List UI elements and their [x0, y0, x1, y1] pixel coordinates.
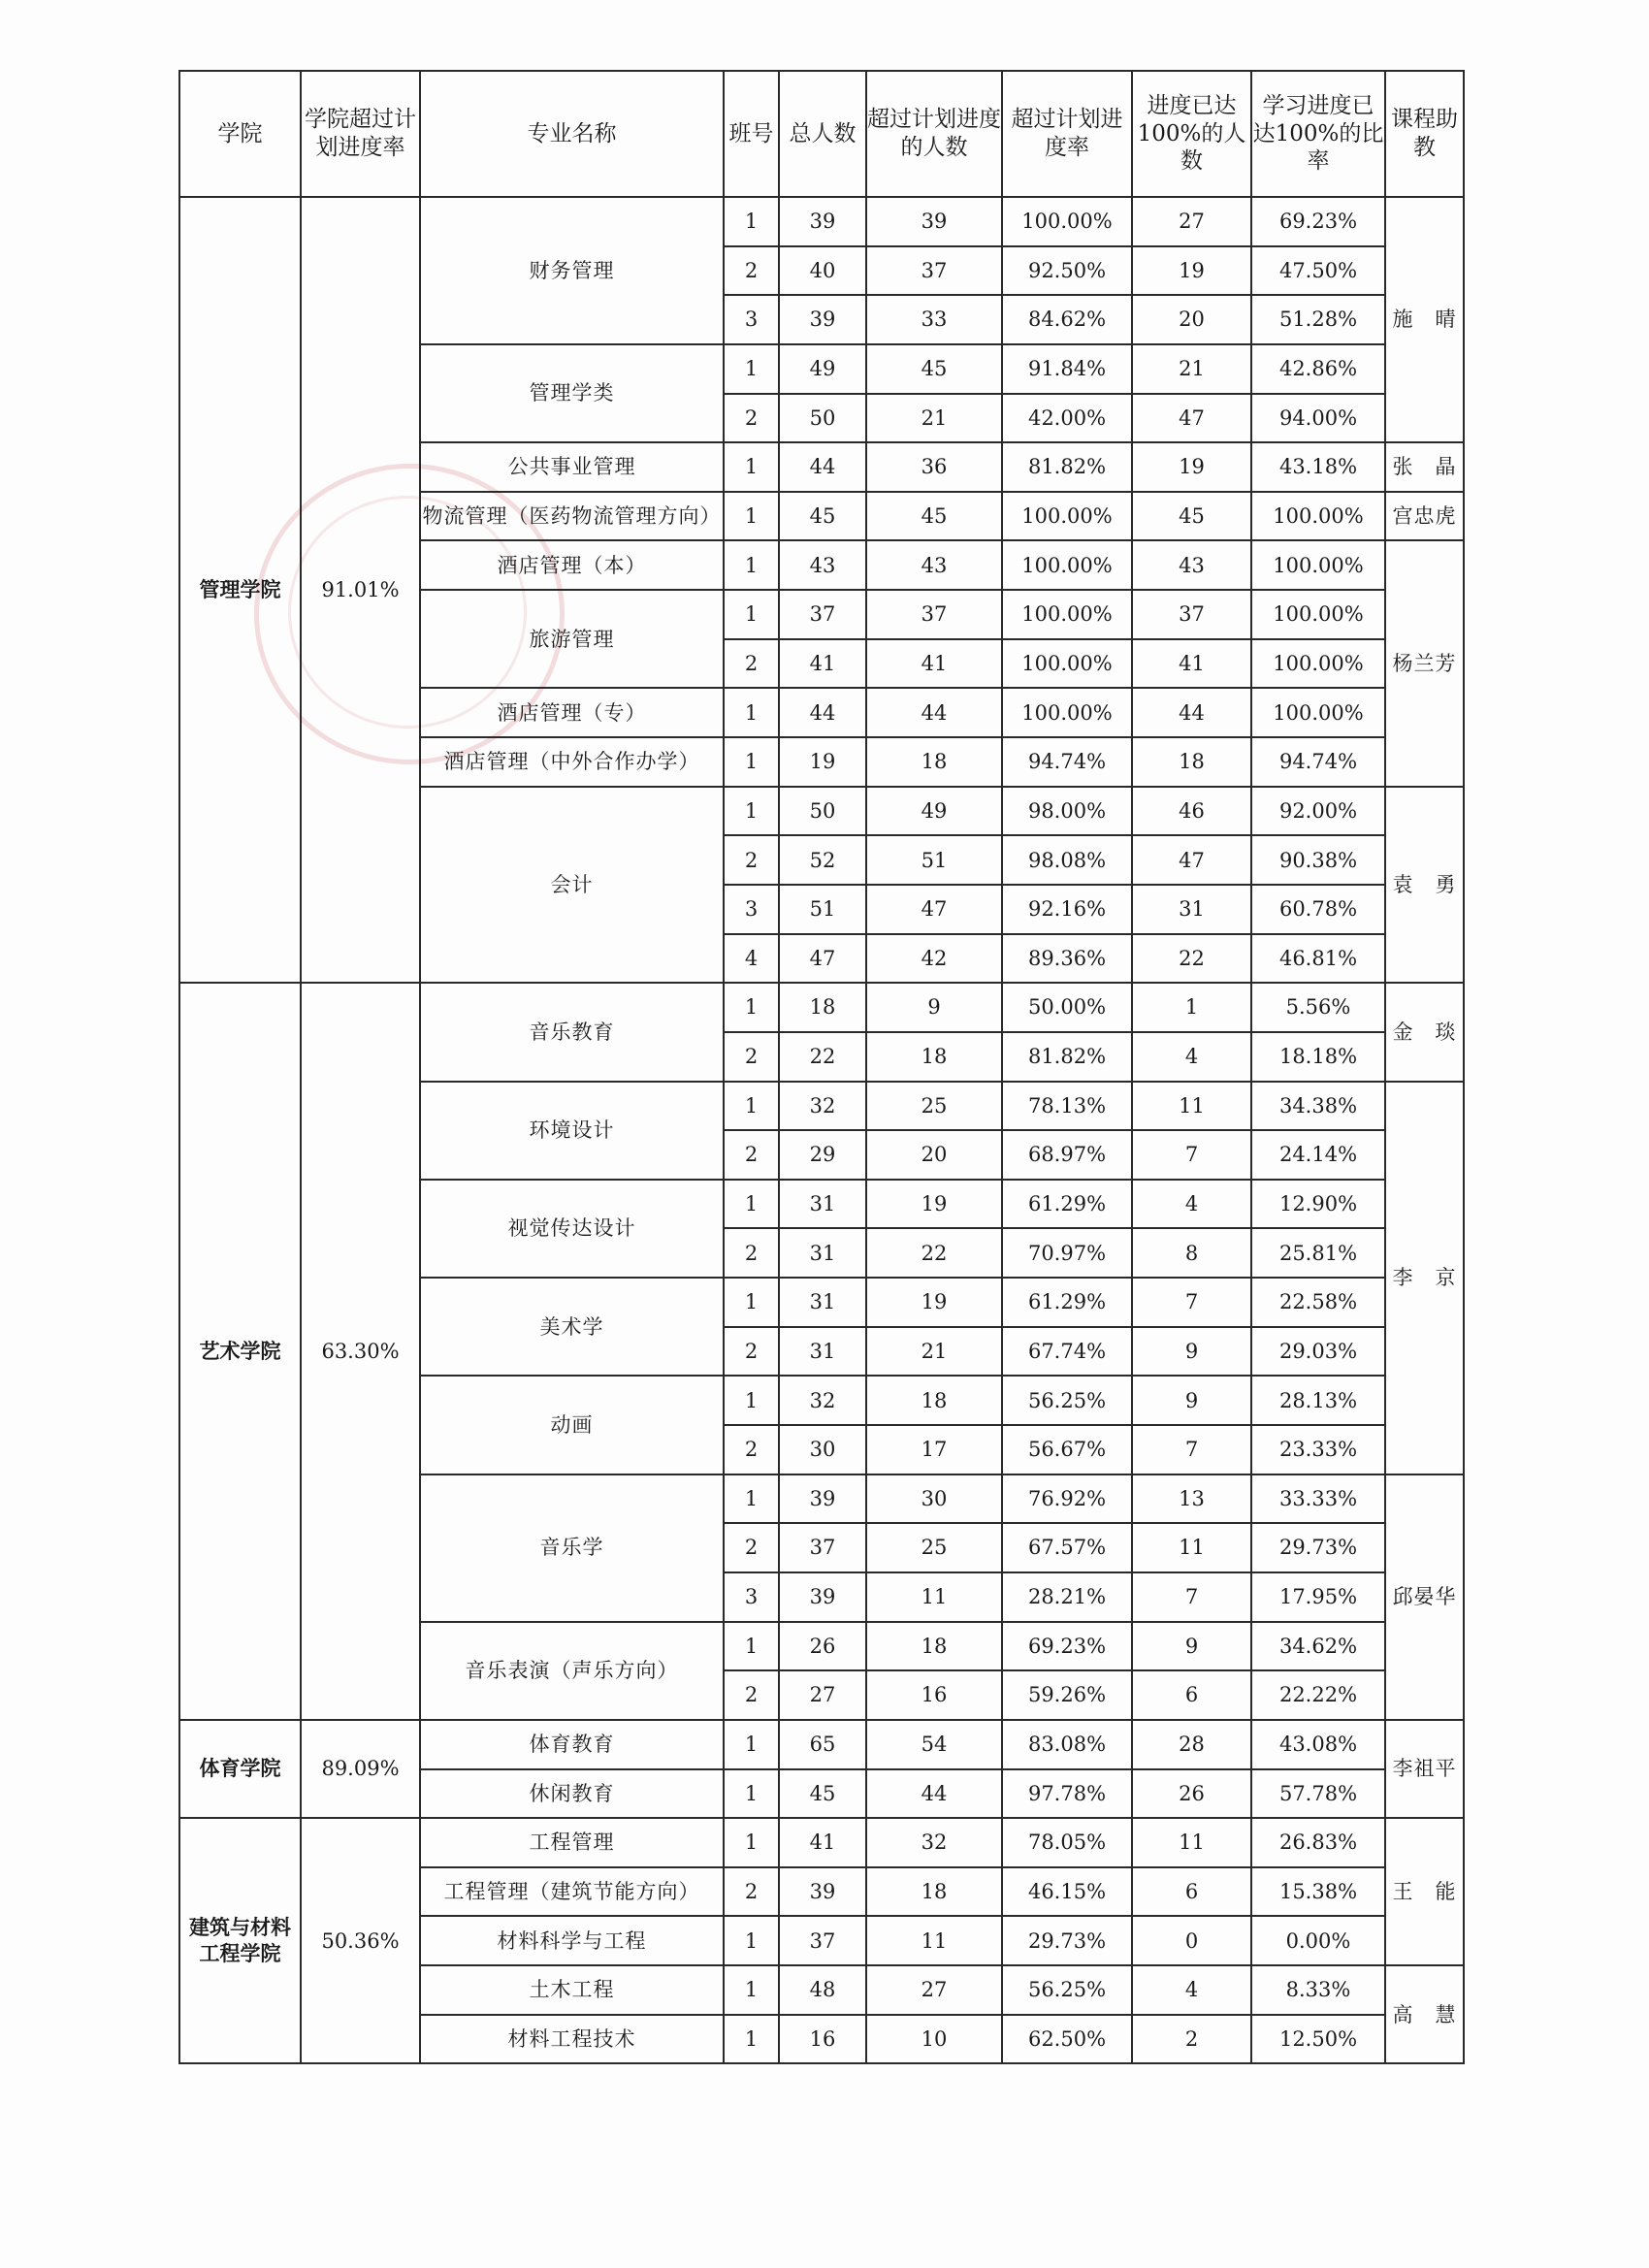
major-name: 动画 [420, 1376, 724, 1474]
table-row [179, 1818, 1464, 1867]
complete-rate: 28.13% [1251, 1376, 1385, 1425]
college-rate: 50.36% [301, 1818, 420, 2063]
class-no: 2 [724, 1867, 779, 1917]
complete-rate: 25.81% [1251, 1228, 1385, 1278]
over-plan-count: 44 [866, 688, 1002, 737]
header-major: 专业名称 [420, 71, 724, 197]
complete-rate: 34.38% [1251, 1082, 1385, 1131]
class-no: 1 [724, 1622, 779, 1671]
course-assistant: 杨兰芳 [1385, 540, 1464, 786]
complete-count: 26 [1132, 1769, 1251, 1819]
major-name: 休闲教育 [420, 1769, 724, 1819]
total-count: 41 [779, 639, 866, 689]
class-no: 2 [724, 835, 779, 885]
class-no: 1 [724, 2015, 779, 2064]
over-plan-rate: 92.50% [1002, 246, 1132, 296]
over-plan-rate: 100.00% [1002, 540, 1132, 590]
college-rate: 63.30% [301, 983, 420, 1720]
complete-rate: 47.50% [1251, 246, 1385, 296]
course-assistant: 李 京 [1385, 1082, 1464, 1474]
table-row [179, 1720, 1464, 1769]
complete-count: 2 [1132, 2015, 1251, 2064]
header-total: 总人数 [779, 71, 866, 197]
complete-rate: 43.08% [1251, 1720, 1385, 1769]
complete-count: 37 [1132, 590, 1251, 639]
over-plan-count: 11 [866, 1916, 1002, 1965]
complete-rate: 100.00% [1251, 688, 1385, 737]
over-plan-count: 27 [866, 1965, 1002, 2015]
major-name: 环境设计 [420, 1082, 724, 1180]
total-count: 31 [779, 1327, 866, 1377]
over-plan-count: 21 [866, 394, 1002, 443]
over-plan-rate: 97.78% [1002, 1769, 1132, 1819]
class-no: 2 [724, 1670, 779, 1720]
over-plan-count: 18 [866, 1032, 1002, 1082]
total-count: 30 [779, 1425, 866, 1474]
complete-rate: 34.62% [1251, 1622, 1385, 1671]
total-count: 50 [779, 787, 866, 836]
major-name: 财务管理 [420, 197, 724, 344]
class-no: 1 [724, 1278, 779, 1327]
complete-count: 21 [1132, 344, 1251, 394]
complete-count: 47 [1132, 835, 1251, 885]
over-plan-rate: 61.29% [1002, 1278, 1132, 1327]
major-name: 体育教育 [420, 1720, 724, 1769]
course-assistant: 高 慧 [1385, 1965, 1464, 2063]
total-count: 22 [779, 1032, 866, 1082]
complete-rate: 100.00% [1251, 540, 1385, 590]
over-plan-rate: 91.84% [1002, 344, 1132, 394]
complete-rate: 29.03% [1251, 1327, 1385, 1377]
total-count: 39 [779, 1474, 866, 1524]
college-name: 艺术学院 [179, 983, 301, 1720]
total-count: 52 [779, 835, 866, 885]
complete-rate: 0.00% [1251, 1916, 1385, 1965]
complete-rate: 92.00% [1251, 787, 1385, 836]
class-no: 1 [724, 540, 779, 590]
header-done-count: 进度已达100%的人数 [1132, 71, 1251, 197]
total-count: 32 [779, 1376, 866, 1425]
over-plan-rate: 92.16% [1002, 885, 1132, 934]
major-name: 会计 [420, 787, 724, 984]
total-count: 26 [779, 1622, 866, 1671]
over-plan-count: 37 [866, 590, 1002, 639]
major-name: 音乐表演（声乐方向） [420, 1622, 724, 1720]
total-count: 39 [779, 197, 866, 246]
over-plan-count: 51 [866, 835, 1002, 885]
over-plan-rate: 83.08% [1002, 1720, 1132, 1769]
total-count: 44 [779, 442, 866, 492]
over-plan-rate: 84.62% [1002, 295, 1132, 344]
total-count: 47 [779, 934, 866, 984]
complete-count: 7 [1132, 1278, 1251, 1327]
class-no: 1 [724, 1818, 779, 1867]
major-name: 旅游管理 [420, 590, 724, 688]
complete-rate: 29.73% [1251, 1523, 1385, 1572]
complete-rate: 5.56% [1251, 983, 1385, 1032]
course-assistant: 宫忠虎 [1385, 492, 1464, 541]
course-assistant: 金 琰 [1385, 983, 1464, 1081]
total-count: 49 [779, 344, 866, 394]
college-rate: 89.09% [301, 1720, 420, 1818]
over-plan-rate: 56.25% [1002, 1376, 1132, 1425]
over-plan-count: 21 [866, 1327, 1002, 1377]
over-plan-rate: 81.82% [1002, 1032, 1132, 1082]
table-row [179, 197, 1464, 246]
complete-count: 11 [1132, 1523, 1251, 1572]
major-name: 工程管理（建筑节能方向） [420, 1867, 724, 1917]
over-plan-count: 19 [866, 1278, 1002, 1327]
header-over-count: 超过计划进度的人数 [866, 71, 1002, 197]
complete-count: 9 [1132, 1327, 1251, 1377]
class-no: 1 [724, 983, 779, 1032]
over-plan-rate: 98.08% [1002, 835, 1132, 885]
total-count: 48 [779, 1965, 866, 2015]
class-no: 1 [724, 344, 779, 394]
over-plan-count: 49 [866, 787, 1002, 836]
total-count: 19 [779, 737, 866, 787]
complete-rate: 100.00% [1251, 639, 1385, 689]
over-plan-rate: 46.15% [1002, 1867, 1132, 1917]
over-plan-count: 45 [866, 492, 1002, 541]
total-count: 31 [779, 1180, 866, 1229]
over-plan-rate: 76.92% [1002, 1474, 1132, 1524]
complete-count: 18 [1132, 737, 1251, 787]
header-college: 学院 [179, 71, 301, 197]
class-no: 1 [724, 1082, 779, 1131]
over-plan-count: 44 [866, 1769, 1002, 1819]
class-no: 2 [724, 1032, 779, 1082]
over-plan-rate: 78.05% [1002, 1818, 1132, 1867]
total-count: 37 [779, 1916, 866, 1965]
total-count: 18 [779, 983, 866, 1032]
college-name: 体育学院 [179, 1720, 301, 1818]
total-count: 16 [779, 2015, 866, 2064]
complete-count: 47 [1132, 394, 1251, 443]
table-row [179, 983, 1464, 1032]
total-count: 31 [779, 1228, 866, 1278]
over-plan-count: 47 [866, 885, 1002, 934]
complete-count: 9 [1132, 1622, 1251, 1671]
complete-count: 11 [1132, 1818, 1251, 1867]
major-name: 音乐教育 [420, 983, 724, 1081]
complete-rate: 18.18% [1251, 1032, 1385, 1082]
over-plan-count: 42 [866, 934, 1002, 984]
complete-rate: 43.18% [1251, 442, 1385, 492]
major-name: 美术学 [420, 1278, 724, 1376]
complete-count: 19 [1132, 442, 1251, 492]
complete-rate: 15.38% [1251, 1867, 1385, 1917]
complete-count: 19 [1132, 246, 1251, 296]
over-plan-rate: 29.73% [1002, 1916, 1132, 1965]
over-plan-count: 39 [866, 197, 1002, 246]
class-no: 1 [724, 1720, 779, 1769]
over-plan-count: 54 [866, 1720, 1002, 1769]
complete-count: 7 [1132, 1130, 1251, 1180]
total-count: 39 [779, 1867, 866, 1917]
total-count: 39 [779, 1572, 866, 1622]
header-assistant: 课程助教 [1385, 71, 1464, 197]
complete-count: 44 [1132, 688, 1251, 737]
complete-count: 31 [1132, 885, 1251, 934]
class-no: 1 [724, 1376, 779, 1425]
course-assistant: 施 晴 [1385, 197, 1464, 442]
college-name: 建筑与材料工程学院 [179, 1818, 301, 2063]
complete-count: 7 [1132, 1425, 1251, 1474]
over-plan-count: 43 [866, 540, 1002, 590]
class-no: 1 [724, 787, 779, 836]
total-count: 27 [779, 1670, 866, 1720]
progress-report-table [178, 70, 1465, 2064]
major-name: 工程管理 [420, 1818, 724, 1867]
class-no: 1 [724, 492, 779, 541]
over-plan-count: 36 [866, 442, 1002, 492]
complete-count: 1 [1132, 983, 1251, 1032]
total-count: 31 [779, 1278, 866, 1327]
complete-rate: 8.33% [1251, 1965, 1385, 2015]
over-plan-rate: 42.00% [1002, 394, 1132, 443]
over-plan-rate: 89.36% [1002, 934, 1132, 984]
course-assistant: 邱晏华 [1385, 1474, 1464, 1720]
complete-count: 41 [1132, 639, 1251, 689]
over-plan-count: 30 [866, 1474, 1002, 1524]
complete-rate: 23.33% [1251, 1425, 1385, 1474]
over-plan-count: 19 [866, 1180, 1002, 1229]
complete-count: 28 [1132, 1720, 1251, 1769]
over-plan-rate: 68.97% [1002, 1130, 1132, 1180]
over-plan-count: 25 [866, 1082, 1002, 1131]
header-college-rate: 学院超过计划进度率 [301, 71, 420, 197]
class-no: 3 [724, 295, 779, 344]
complete-count: 9 [1132, 1376, 1251, 1425]
over-plan-count: 41 [866, 639, 1002, 689]
over-plan-rate: 100.00% [1002, 197, 1132, 246]
major-name: 土木工程 [420, 1965, 724, 2015]
complete-rate: 90.38% [1251, 835, 1385, 885]
class-no: 2 [724, 1523, 779, 1572]
header-row [179, 71, 1464, 197]
over-plan-count: 18 [866, 1622, 1002, 1671]
complete-count: 27 [1132, 197, 1251, 246]
complete-rate: 12.50% [1251, 2015, 1385, 2064]
major-name: 公共事业管理 [420, 442, 724, 492]
complete-rate: 94.00% [1251, 394, 1385, 443]
class-no: 1 [724, 590, 779, 639]
over-plan-count: 20 [866, 1130, 1002, 1180]
class-no: 4 [724, 934, 779, 984]
complete-count: 13 [1132, 1474, 1251, 1524]
complete-count: 6 [1132, 1867, 1251, 1917]
over-plan-rate: 78.13% [1002, 1082, 1132, 1131]
header-done-rate: 学习进度已达100%的比率 [1251, 71, 1385, 197]
major-name: 物流管理（医药物流管理方向） [420, 492, 724, 541]
total-count: 29 [779, 1130, 866, 1180]
over-plan-count: 45 [866, 344, 1002, 394]
complete-rate: 22.22% [1251, 1670, 1385, 1720]
major-name: 材料科学与工程 [420, 1916, 724, 1965]
class-no: 2 [724, 1130, 779, 1180]
class-no: 1 [724, 1916, 779, 1965]
college-name: 管理学院 [179, 197, 301, 983]
complete-count: 22 [1132, 934, 1251, 984]
class-no: 2 [724, 1327, 779, 1377]
complete-rate: 24.14% [1251, 1130, 1385, 1180]
class-no: 1 [724, 197, 779, 246]
course-assistant: 袁 勇 [1385, 787, 1464, 984]
total-count: 37 [779, 1523, 866, 1572]
over-plan-rate: 28.21% [1002, 1572, 1132, 1622]
over-plan-count: 18 [866, 1867, 1002, 1917]
over-plan-count: 10 [866, 2015, 1002, 2064]
header-over-rate: 超过计划进度率 [1002, 71, 1132, 197]
major-name: 音乐学 [420, 1474, 724, 1622]
total-count: 65 [779, 1720, 866, 1769]
class-no: 2 [724, 246, 779, 296]
class-no: 3 [724, 885, 779, 934]
class-no: 2 [724, 394, 779, 443]
complete-count: 8 [1132, 1228, 1251, 1278]
over-plan-rate: 61.29% [1002, 1180, 1132, 1229]
total-count: 40 [779, 246, 866, 296]
complete-rate: 100.00% [1251, 492, 1385, 541]
total-count: 45 [779, 1769, 866, 1819]
class-no: 1 [724, 1474, 779, 1524]
class-no: 1 [724, 1965, 779, 2015]
major-name: 酒店管理（本） [420, 540, 724, 590]
over-plan-count: 25 [866, 1523, 1002, 1572]
over-plan-rate: 62.50% [1002, 2015, 1132, 2064]
over-plan-rate: 98.00% [1002, 787, 1132, 836]
total-count: 32 [779, 1082, 866, 1131]
class-no: 2 [724, 639, 779, 689]
over-plan-count: 32 [866, 1818, 1002, 1867]
class-no: 1 [724, 1180, 779, 1229]
complete-count: 6 [1132, 1670, 1251, 1720]
total-count: 41 [779, 1818, 866, 1867]
over-plan-count: 37 [866, 246, 1002, 296]
class-no: 2 [724, 1228, 779, 1278]
over-plan-count: 17 [866, 1425, 1002, 1474]
complete-rate: 94.74% [1251, 737, 1385, 787]
total-count: 51 [779, 885, 866, 934]
complete-count: 7 [1132, 1572, 1251, 1622]
over-plan-rate: 67.74% [1002, 1327, 1132, 1377]
over-plan-count: 33 [866, 295, 1002, 344]
complete-rate: 22.58% [1251, 1278, 1385, 1327]
class-no: 1 [724, 688, 779, 737]
complete-rate: 17.95% [1251, 1572, 1385, 1622]
class-no: 3 [724, 1572, 779, 1622]
complete-rate: 42.86% [1251, 344, 1385, 394]
course-assistant: 张 晶 [1385, 442, 1464, 492]
complete-rate: 33.33% [1251, 1474, 1385, 1524]
complete-count: 20 [1132, 295, 1251, 344]
complete-count: 46 [1132, 787, 1251, 836]
complete-rate: 26.83% [1251, 1818, 1385, 1867]
total-count: 45 [779, 492, 866, 541]
course-assistant: 李祖平 [1385, 1720, 1464, 1818]
over-plan-count: 16 [866, 1670, 1002, 1720]
major-name: 材料工程技术 [420, 2015, 724, 2064]
major-name: 酒店管理（专） [420, 688, 724, 737]
complete-rate: 51.28% [1251, 295, 1385, 344]
header-class-no: 班号 [724, 71, 779, 197]
over-plan-rate: 56.25% [1002, 1965, 1132, 2015]
complete-count: 4 [1132, 1032, 1251, 1082]
over-plan-count: 11 [866, 1572, 1002, 1622]
over-plan-rate: 100.00% [1002, 688, 1132, 737]
total-count: 50 [779, 394, 866, 443]
complete-count: 4 [1132, 1180, 1251, 1229]
over-plan-rate: 100.00% [1002, 590, 1132, 639]
over-plan-rate: 100.00% [1002, 492, 1132, 541]
major-name: 视觉传达设计 [420, 1180, 724, 1278]
over-plan-rate: 56.67% [1002, 1425, 1132, 1474]
over-plan-count: 9 [866, 983, 1002, 1032]
complete-count: 11 [1132, 1082, 1251, 1131]
over-plan-rate: 81.82% [1002, 442, 1132, 492]
complete-count: 45 [1132, 492, 1251, 541]
over-plan-count: 18 [866, 737, 1002, 787]
major-name: 管理学类 [420, 344, 724, 442]
over-plan-count: 18 [866, 1376, 1002, 1425]
over-plan-rate: 70.97% [1002, 1228, 1132, 1278]
total-count: 37 [779, 590, 866, 639]
complete-rate: 57.78% [1251, 1769, 1385, 1819]
total-count: 44 [779, 688, 866, 737]
class-no: 1 [724, 737, 779, 787]
complete-count: 43 [1132, 540, 1251, 590]
complete-rate: 60.78% [1251, 885, 1385, 934]
over-plan-rate: 94.74% [1002, 737, 1132, 787]
over-plan-rate: 100.00% [1002, 639, 1132, 689]
complete-rate: 46.81% [1251, 934, 1385, 984]
total-count: 43 [779, 540, 866, 590]
total-count: 39 [779, 295, 866, 344]
major-name: 酒店管理（中外合作办学） [420, 737, 724, 787]
over-plan-rate: 59.26% [1002, 1670, 1132, 1720]
class-no: 2 [724, 1425, 779, 1474]
class-no: 1 [724, 442, 779, 492]
college-rate: 91.01% [301, 197, 420, 983]
over-plan-rate: 50.00% [1002, 983, 1132, 1032]
complete-count: 4 [1132, 1965, 1251, 2015]
course-assistant: 王 能 [1385, 1818, 1464, 1965]
class-no: 1 [724, 1769, 779, 1819]
complete-count: 0 [1132, 1916, 1251, 1965]
over-plan-rate: 67.57% [1002, 1523, 1132, 1572]
complete-rate: 12.90% [1251, 1180, 1385, 1229]
over-plan-rate: 69.23% [1002, 1622, 1132, 1671]
complete-rate: 100.00% [1251, 590, 1385, 639]
over-plan-count: 22 [866, 1228, 1002, 1278]
complete-rate: 69.23% [1251, 197, 1385, 246]
